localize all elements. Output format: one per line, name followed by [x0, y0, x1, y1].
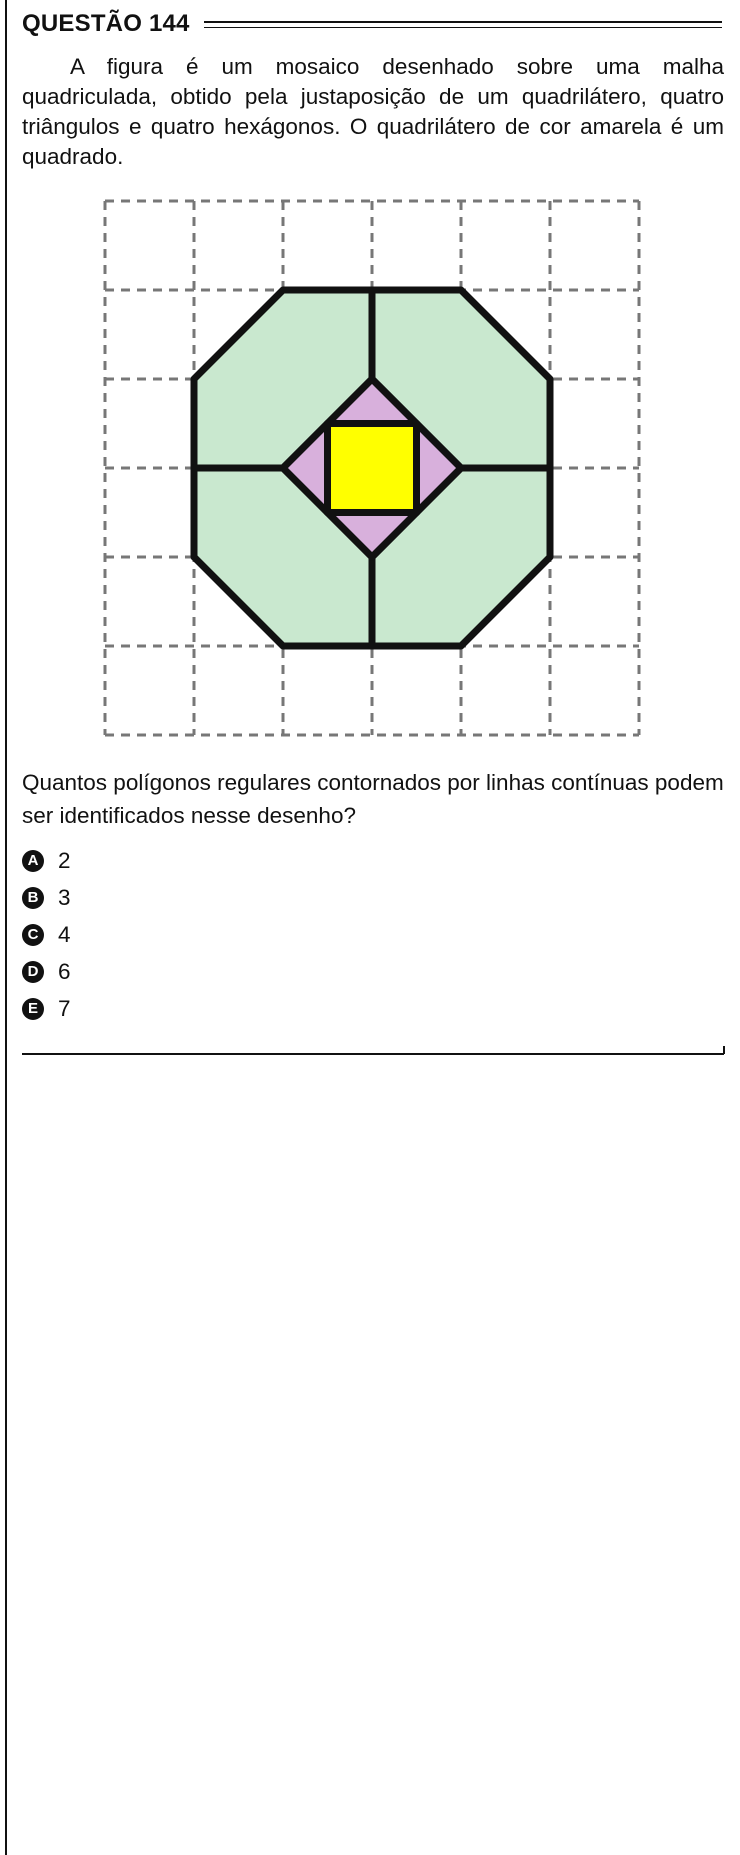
mosaic-figure: [100, 196, 646, 742]
option-letter-a: A: [22, 850, 44, 872]
question-header: [22, 6, 722, 42]
option-letter-b: B: [22, 887, 44, 909]
option-letter-c: C: [22, 924, 44, 946]
yellow-square: [328, 424, 417, 513]
question-prompt: Quantos polígonos regulares contornados por linhas contínuas podem ser identificados nesse desenho?: [22, 770, 724, 828]
option-c[interactable]: [22, 916, 322, 953]
option-value-c: 4: [58, 921, 71, 947]
option-d[interactable]: [22, 953, 322, 990]
bottom-rule: [22, 1053, 724, 1055]
question-title: QUESTÃO 144: [22, 10, 190, 37]
answer-options: [22, 842, 322, 1027]
question-intro: [22, 52, 724, 172]
bottom-rule-tick: [723, 1046, 725, 1054]
option-letter-e: E: [22, 998, 44, 1020]
option-value-d: 6: [58, 958, 71, 984]
option-letter-d: D: [22, 961, 44, 983]
left-margin-rule: [5, 0, 7, 1855]
option-e[interactable]: [22, 990, 322, 1027]
question-intro-text: A figura é um mosaico desenhado sobre uma malha quadriculada, obtido pela justaposição de um quadrilátero, quatro triângulos e quatro hexágonos. O quadrilátero de cor amarela é um quadrado.: [22, 54, 724, 169]
option-value-b: 3: [58, 884, 71, 910]
option-b[interactable]: [22, 879, 322, 916]
yellow-square-shape: [328, 424, 417, 513]
option-a[interactable]: [22, 842, 322, 879]
option-value-e: 7: [58, 995, 71, 1021]
title-rule: [204, 21, 722, 28]
option-value-a: 2: [58, 847, 71, 873]
